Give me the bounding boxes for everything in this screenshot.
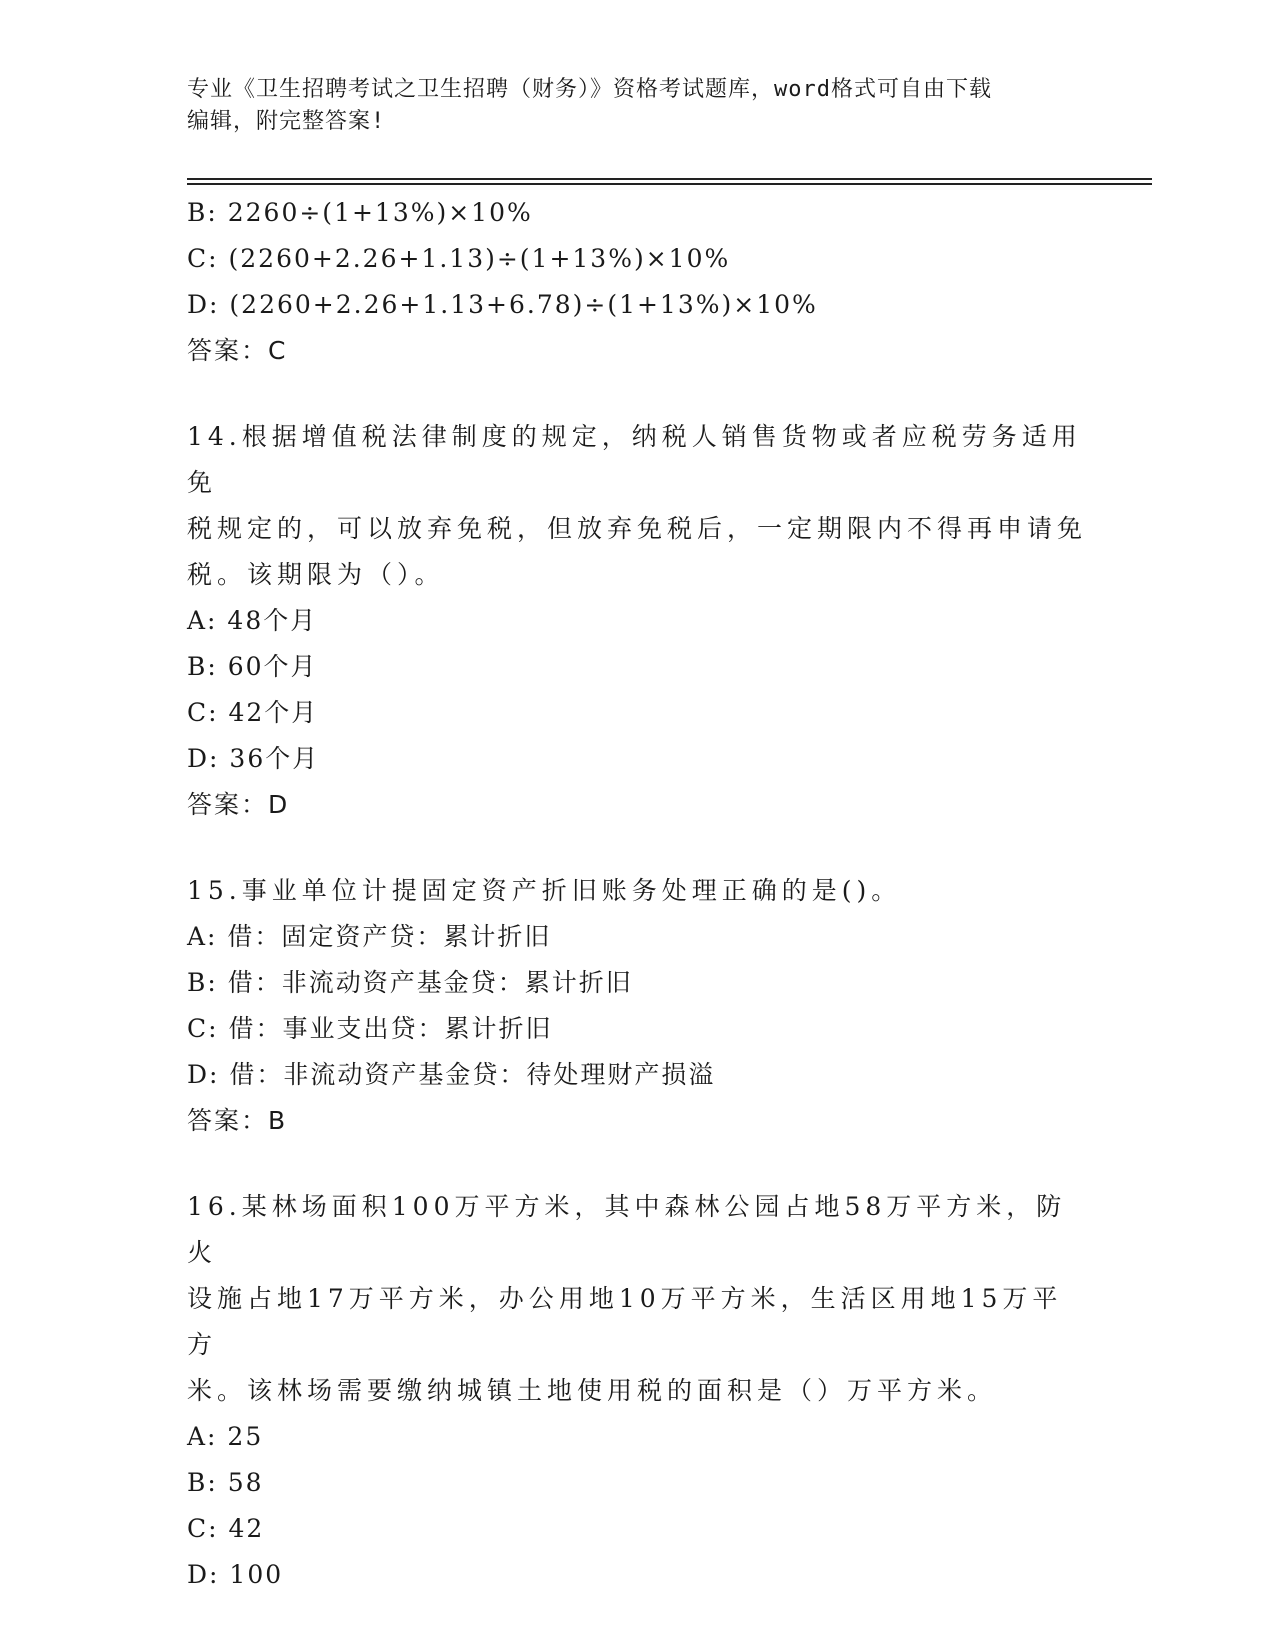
stem-line: 设施占地17万平方米，办公用地10万平方米，生活区用地15万平方 bbox=[187, 1284, 1063, 1359]
option-a: A: 借：固定资产贷：累计折旧 bbox=[187, 922, 552, 951]
stem-line: 米。该林场需要缴纳城镇土地使用税的面积是（）万平方米。 bbox=[187, 1376, 998, 1405]
stem-line: 税规定的，可以放弃免税，但放弃免税后，一定期限内不得再申请免 bbox=[187, 514, 1088, 543]
option-c: C: 42 bbox=[187, 1514, 265, 1543]
option-d: D: 借：非流动资产基金贷：待处理财产损溢 bbox=[187, 1060, 716, 1089]
answer-line: 答案：D bbox=[187, 790, 290, 819]
header-divider-top bbox=[187, 178, 1152, 180]
option-b: B: 借：非流动资产基金贷：累计折旧 bbox=[187, 968, 633, 997]
stem-line: 14.根据增值税法律制度的规定，纳税人销售货物或者应税劳务适用免 bbox=[187, 422, 1082, 497]
option-a: A: 48个月 bbox=[187, 606, 318, 635]
option-b: B: 2260÷(1+13%)×10% bbox=[187, 198, 533, 227]
header-line-2: 编辑，附完整答案! bbox=[187, 109, 386, 134]
stem-line: 税。该期限为（）。 bbox=[187, 560, 445, 589]
option-b: B: 58 bbox=[187, 1468, 264, 1497]
option-d: D: 100 bbox=[187, 1560, 284, 1589]
option-c: C: 借：事业支出贷：累计折旧 bbox=[187, 1014, 553, 1043]
option-d: D: 36个月 bbox=[187, 744, 320, 773]
option-c: C: 42个月 bbox=[187, 698, 319, 727]
question-stem bbox=[187, 414, 1087, 598]
answer-line: 答案：C bbox=[187, 336, 288, 365]
option-c: C: (2260+2.26+1.13)÷(1+13%)×10% bbox=[187, 244, 731, 273]
option-a: A: 25 bbox=[187, 1422, 264, 1451]
option-b: B: 60个月 bbox=[187, 652, 318, 681]
option-d: D: (2260+2.26+1.13+6.78)÷(1+13%)×10% bbox=[187, 290, 818, 319]
question-14 bbox=[187, 414, 1087, 828]
question-16 bbox=[187, 1184, 1087, 1598]
header-divider-bottom bbox=[187, 183, 1152, 185]
stem-line: 16.某林场面积100万平方米，其中森林公园占地58万平方米，防火 bbox=[187, 1192, 1067, 1267]
question-stem bbox=[187, 868, 1087, 914]
stem-line: 15.事业单位计提固定资产折旧账务处理正确的是()。 bbox=[187, 876, 902, 905]
document-header bbox=[187, 74, 1087, 138]
question-stem bbox=[187, 1184, 1087, 1414]
question-list bbox=[187, 190, 1087, 1598]
question-13-tail bbox=[187, 190, 1087, 374]
header-line-1: 专业《卫生招聘考试之卫生招聘（财务）》资格考试题库，word格式可自由下载 bbox=[187, 77, 992, 102]
answer-line: 答案：B bbox=[187, 1106, 288, 1135]
question-15 bbox=[187, 868, 1087, 1144]
